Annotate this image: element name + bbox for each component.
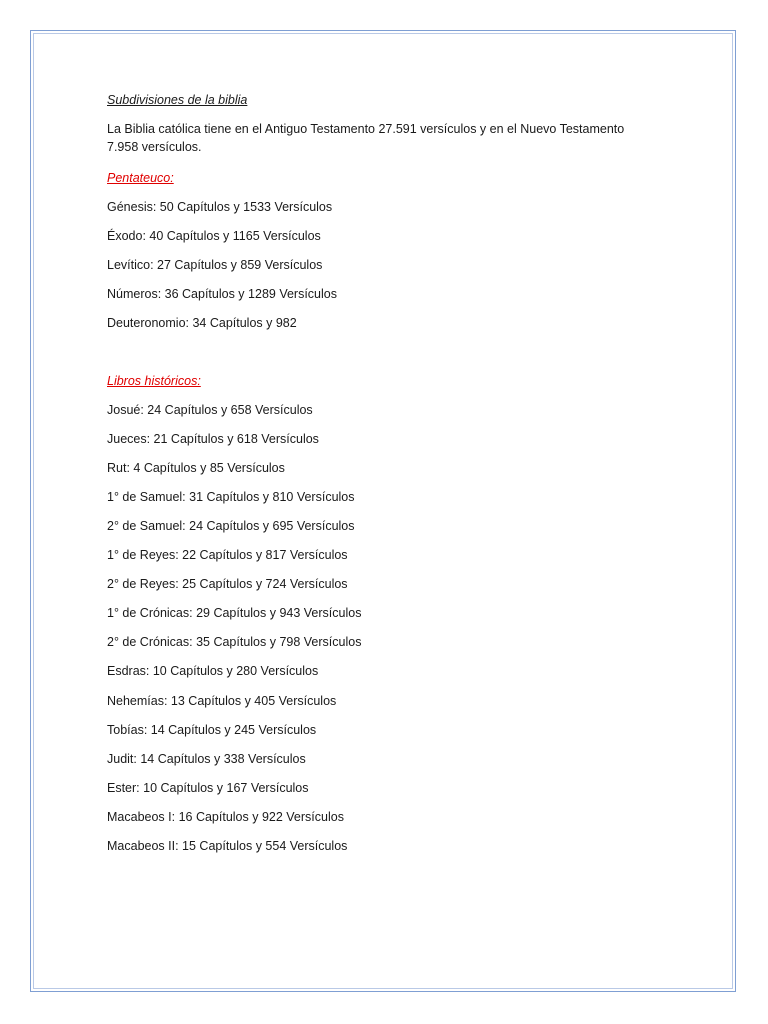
list-item: Judit: 14 Capítulos y 338 Versículos (107, 752, 306, 766)
list-item: 2° de Crónicas: 35 Capítulos y 798 Versículos (107, 635, 362, 649)
section-heading-pentateuco: Pentateuco: (107, 171, 174, 185)
list-item: Números: 36 Capítulos y 1289 Versículos (107, 287, 337, 301)
list-item: Nehemías: 13 Capítulos y 405 Versículos (107, 694, 337, 708)
list-item: Rut: 4 Capítulos y 85 Versículos (107, 461, 285, 475)
list-item: Josué: 24 Capítulos y 658 Versículos (107, 403, 313, 417)
document-title: Subdivisiones de la biblia (107, 93, 248, 107)
list-item: 1° de Samuel: 31 Capítulos y 810 Versículos (107, 490, 355, 504)
intro-paragraph: La Biblia católica tiene en el Antiguo Testamento 27.591 versículos y en el Nuevo Testamento 7.958 versículos. (107, 122, 625, 154)
list-item: Levítico: 27 Capítulos y 859 Versículos (107, 258, 323, 272)
list-item: Éxodo: 40 Capítulos y 1165 Versículos (107, 229, 321, 243)
list-item: 2° de Reyes: 25 Capítulos y 724 Versículos (107, 577, 348, 591)
list-item: Génesis: 50 Capítulos y 1533 Versículos (107, 200, 333, 214)
list-item: Macabeos I: 16 Capítulos y 922 Versículos (107, 810, 344, 824)
list-item: Tobías: 14 Capítulos y 245 Versículos (107, 723, 317, 737)
list-item: 2° de Samuel: 24 Capítulos y 695 Versículos (107, 519, 355, 533)
section-heading-libros-historicos: Libros históricos: (107, 374, 201, 388)
list-item: 1° de Crónicas: 29 Capítulos y 943 Versículos (107, 606, 362, 620)
list-item: 1° de Reyes: 22 Capítulos y 817 Versículos (107, 548, 348, 562)
list-item: Jueces: 21 Capítulos y 618 Versículos (107, 432, 319, 446)
list-item: Deuteronomio: 34 Capítulos y 982 (107, 316, 297, 330)
list-item: Macabeos II: 15 Capítulos y 554 Versículos (107, 839, 348, 853)
list-item: Esdras: 10 Capítulos y 280 Versículos (107, 664, 319, 678)
list-item: Ester: 10 Capítulos y 167 Versículos (107, 781, 309, 795)
